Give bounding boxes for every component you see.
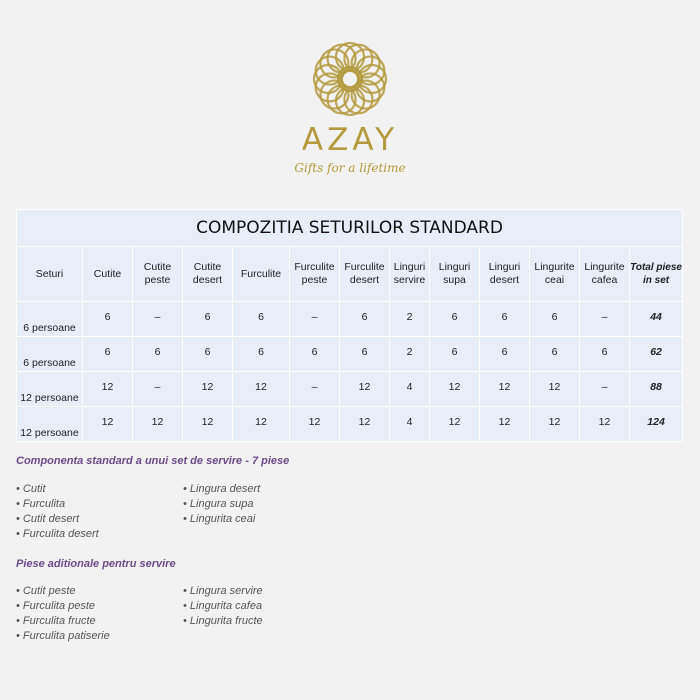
quantity-cell: 12 — [83, 372, 133, 407]
table-row — [17, 302, 683, 337]
quantity-cell: – — [290, 372, 340, 407]
additional-section-title: Piese aditionale pentru servire — [16, 558, 176, 570]
quantity-cell: 6 — [430, 337, 480, 372]
list-item: • Lingura desert — [183, 483, 261, 495]
table-row — [17, 337, 683, 372]
table-title: COMPOZITIA SETURILOR STANDARD — [17, 210, 683, 247]
quantity-cell: – — [290, 302, 340, 337]
quantity-cell: 6 — [233, 337, 290, 372]
rosette-logo-icon — [305, 34, 395, 124]
total-cell: 62 — [630, 337, 683, 372]
list-item: • Furculita desert — [16, 528, 99, 540]
set-name-cell: 12 persoane — [17, 372, 83, 407]
quantity-cell: 6 — [530, 302, 580, 337]
column-header: Lingurite ceai — [530, 247, 580, 302]
total-cell: 44 — [630, 302, 683, 337]
column-header: Linguri servire — [390, 247, 430, 302]
quantity-cell: 4 — [390, 372, 430, 407]
quantity-cell: 12 — [183, 372, 233, 407]
quantity-cell: 6 — [83, 337, 133, 372]
table-header-row — [17, 247, 683, 302]
brand-tagline: Gifts for a lifetime — [294, 161, 406, 175]
quantity-cell: – — [133, 302, 183, 337]
quantity-cell: 12 — [83, 407, 133, 442]
quantity-cell: 6 — [183, 337, 233, 372]
column-header: Total piese in set — [630, 247, 683, 302]
column-header: Cutite desert — [183, 247, 233, 302]
table-row — [17, 372, 683, 407]
sets-table — [16, 209, 682, 442]
set-name-cell: 6 persoane — [17, 337, 83, 372]
quantity-cell: 12 — [290, 407, 340, 442]
quantity-cell: 6 — [183, 302, 233, 337]
additional-list-left — [16, 584, 110, 644]
list-item: • Cutit — [16, 483, 46, 495]
quantity-cell: 6 — [133, 337, 183, 372]
quantity-cell: 12 — [530, 372, 580, 407]
total-cell: 88 — [630, 372, 683, 407]
column-header: Lingurite cafea — [580, 247, 630, 302]
quantity-cell: 6 — [480, 337, 530, 372]
quantity-cell: 12 — [530, 407, 580, 442]
quantity-cell: 6 — [83, 302, 133, 337]
set-name-cell: 12 persoane — [17, 407, 83, 442]
quantity-cell: 12 — [480, 407, 530, 442]
column-header: Linguri supa — [430, 247, 480, 302]
quantity-cell: 6 — [530, 337, 580, 372]
list-item: • Furculita patiserie — [16, 630, 110, 642]
list-item: • Cutit peste — [16, 585, 76, 597]
column-header: Furculite — [233, 247, 290, 302]
column-header: Seturi — [17, 247, 83, 302]
column-header: Linguri desert — [480, 247, 530, 302]
list-item: • Furculita peste — [16, 600, 96, 612]
quantity-cell: – — [580, 372, 630, 407]
additional-list-right — [183, 584, 263, 629]
list-item: • Lingurita fructe — [183, 615, 263, 627]
standard-section-title: Componenta standard a unui set de servire - 7 piese — [16, 455, 290, 467]
column-header: Furculite desert — [340, 247, 390, 302]
quantity-cell: 12 — [480, 372, 530, 407]
quantity-cell: 12 — [233, 407, 290, 442]
quantity-cell: 12 — [233, 372, 290, 407]
brand-name: AZAY — [301, 122, 399, 158]
quantity-cell: 12 — [340, 372, 390, 407]
quantity-cell: – — [580, 302, 630, 337]
quantity-cell: 6 — [340, 337, 390, 372]
quantity-cell: 6 — [290, 337, 340, 372]
quantity-cell: 4 — [390, 407, 430, 442]
table-body — [17, 302, 683, 442]
set-name-cell: 6 persoane — [17, 302, 83, 337]
column-header: Cutite peste — [133, 247, 183, 302]
quantity-cell: 6 — [480, 302, 530, 337]
quantity-cell: 12 — [183, 407, 233, 442]
column-header: Cutite — [83, 247, 133, 302]
quantity-cell: 2 — [390, 302, 430, 337]
list-item: • Lingura servire — [183, 585, 263, 597]
list-item: • Furculita — [16, 498, 66, 510]
quantity-cell: 12 — [430, 407, 480, 442]
quantity-cell: 2 — [390, 337, 430, 372]
quantity-cell: 6 — [340, 302, 390, 337]
standard-list-left — [16, 482, 99, 542]
standard-list-right — [183, 482, 260, 527]
brand-logo — [0, 30, 700, 180]
quantity-cell: 12 — [340, 407, 390, 442]
list-item: • Lingura supa — [183, 498, 254, 510]
list-item: • Cutit desert — [16, 513, 80, 525]
total-cell: 124 — [630, 407, 683, 442]
quantity-cell: 6 — [580, 337, 630, 372]
quantity-cell: 6 — [233, 302, 290, 337]
quantity-cell: 12 — [580, 407, 630, 442]
quantity-cell: 12 — [430, 372, 480, 407]
quantity-cell: 12 — [133, 407, 183, 442]
quantity-cell: – — [133, 372, 183, 407]
list-item: • Lingurita cafea — [183, 600, 263, 612]
column-header: Furculite peste — [290, 247, 340, 302]
quantity-cell: 6 — [430, 302, 480, 337]
list-item: • Furculita fructe — [16, 615, 96, 627]
table-row — [17, 407, 683, 442]
list-item: • Lingurita ceai — [183, 513, 256, 525]
